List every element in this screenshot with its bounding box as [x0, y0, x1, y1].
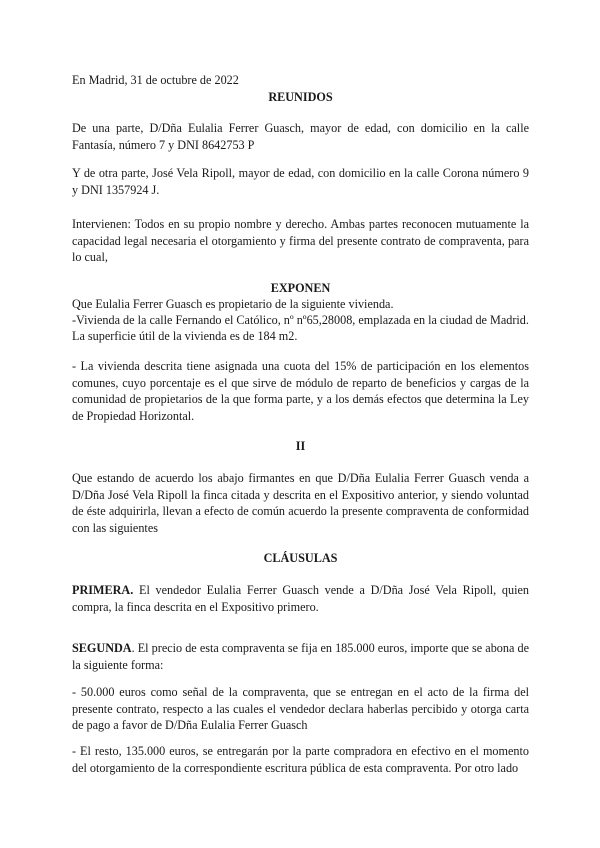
pago-senal-paragraph: - 50.000 euros como señal de la compraventa, que se entregan en el acto de la firma del presente contrato, respecto a las cuales el vendedor declara haberlas percibido y otorga carta de pago a favor de D/Dña Eulalia Ferrer Guasch: [72, 685, 529, 732]
cuota-paragraph: - La vivienda descrita tiene asignada una cuota del 15% de participación en los elementos comunes, cuyo porcentaje es el que sirve de módulo de reparto de beneficios y cargas de la comunidad de propietarios de la que forma parte, y a los demás efectos que determina la Ley de Propiedad Horizontal.: [72, 359, 529, 423]
heading-clausulas: CLÁUSULAS: [263, 551, 338, 565]
exponen-line-3: La superficie útil de la vivienda es de 184 m2.: [72, 329, 298, 343]
clausula-segunda: [72, 640, 529, 673]
exponen-line-1: Que Eulalia Ferrer Guasch es propietario de la siguiente vivienda.: [72, 297, 394, 311]
segunda-label: SEGUNDA: [72, 641, 132, 655]
segunda-text: . El precio de esta compraventa se fija en 185.000 euros, importe que se abona de la siguiente forma:: [72, 641, 529, 672]
heading-reunidos: REUNIDOS: [268, 90, 333, 104]
heading-ii: II: [295, 439, 306, 453]
exponen-line-2: -Vivienda de la calle Fernando el Católico, nº nº65,28008, emplazada en la ciudad de Madrid.: [72, 313, 529, 327]
clausula-primera: [72, 582, 529, 615]
primera-label: PRIMERA.: [72, 583, 134, 597]
primera-text: El vendedor Eulalia Ferrer Guasch vende a D/Dña José Vela Ripoll, quien compra, la finca descrita en el Expositivo primero.: [72, 583, 529, 614]
pago-resto-paragraph: - El resto, 135.000 euros, se entregarán por la parte compradora en efectivo en el momento del otorgamiento de la correspondiente escritura pública de esta compraventa. Por otro lado: [72, 744, 529, 775]
intervienen-paragraph: Intervienen: Todos en su propio nombre y derecho. Ambas partes reconocen mutuamente la capacidad legal necesaria el otorgamiento y firma del presente contrato de compraventa, para lo cual,: [72, 217, 529, 264]
parte-otra-paragraph: Y de otra parte, José Vela Ripoll, mayor de edad, con domicilio en la calle Corona número 9 y DNI 1357924 J.: [72, 166, 529, 197]
place-date: En Madrid, 31 de octubre de 2022: [72, 73, 239, 87]
section-ii-paragraph: Que estando de acuerdo los abajo firmantes en que D/Dña Eulalia Ferrer Guasch venda a D/Dña José Vela Ripoll la finca citada y descrita en el Expositivo anterior, y siendo voluntad de éste adquirirla, llevan a efecto de común acuerdo la presente compraventa de conformidad con las siguientes: [72, 471, 529, 535]
parte-una-paragraph: De una parte, D/Dña Eulalia Ferrer Guasch, mayor de edad, con domicilio en la calle Fantasía, número 7 y DNI 8642753 P: [72, 121, 529, 152]
heading-exponen: EXPONEN: [270, 281, 331, 295]
